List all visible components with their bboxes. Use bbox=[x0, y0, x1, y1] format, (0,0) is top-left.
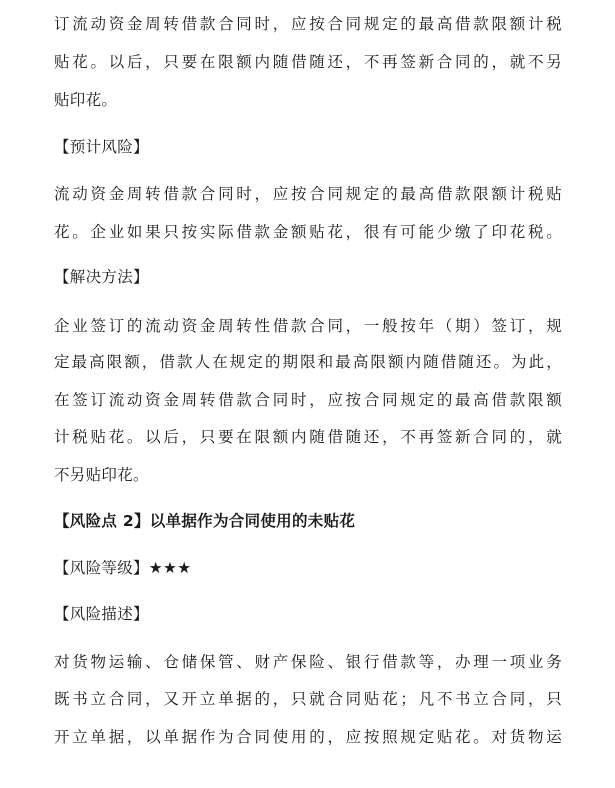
paragraph-4-line-3: 开立单据，以单据作为合同使用的，应按照规定贴花。对货物运 bbox=[54, 728, 562, 746]
paragraph-4-line-2: 既书立合同，又开立单据的，只就合同贴花；凡不书立合同，只 bbox=[54, 690, 562, 708]
paragraph-2-line-2: 花。企业如果只按实际借款金额贴花，很有可能少缴了印花税。 bbox=[54, 223, 562, 241]
heading-solution: 【解决方法】 bbox=[54, 268, 149, 286]
heading-risk-description: 【风险描述】 bbox=[54, 605, 149, 623]
paragraph-3-line-4: 计税贴花。以后，只要在限额内随借随还，不再签新合同的，就 bbox=[54, 428, 562, 446]
paragraph-1-line-2: 贴花。以后，只要在限额内随借随还，不再签新合同的，就不另 bbox=[54, 53, 562, 71]
heading-estimated-risk: 【预计风险】 bbox=[54, 138, 149, 156]
paragraph-4-line-1: 对货物运输、仓储保管、财产保险、银行借款等，办理一项业务 bbox=[54, 653, 562, 671]
paragraph-3-line-2: 定最高限额，借款人在规定的期限和最高限额内随借随还。为此， bbox=[54, 353, 562, 371]
paragraph-3-line-1: 企业签订的流动资金周转性借款合同，一般按年（期）签订，规 bbox=[54, 317, 562, 335]
paragraph-3-line-5: 不另贴印花。 bbox=[54, 466, 149, 484]
paragraph-2-line-1: 流动资金周转借款合同时，应按合同规定的最高借款限额计税贴 bbox=[54, 185, 562, 203]
paragraph-1-line-1: 订流动资金周转借款合同时，应按合同规定的最高借款限额计税 bbox=[54, 15, 562, 33]
paragraph-1-line-3: 贴印花。 bbox=[54, 91, 118, 109]
paragraph-3-line-3: 在签订流动资金周转借款合同时，应按合同规定的最高借款限额 bbox=[54, 391, 562, 409]
heading-risk-point-2: 【风险点 2】以单据作为合同使用的未贴花 bbox=[54, 512, 356, 530]
heading-risk-level: 【风险等级】★★★ bbox=[54, 559, 192, 577]
